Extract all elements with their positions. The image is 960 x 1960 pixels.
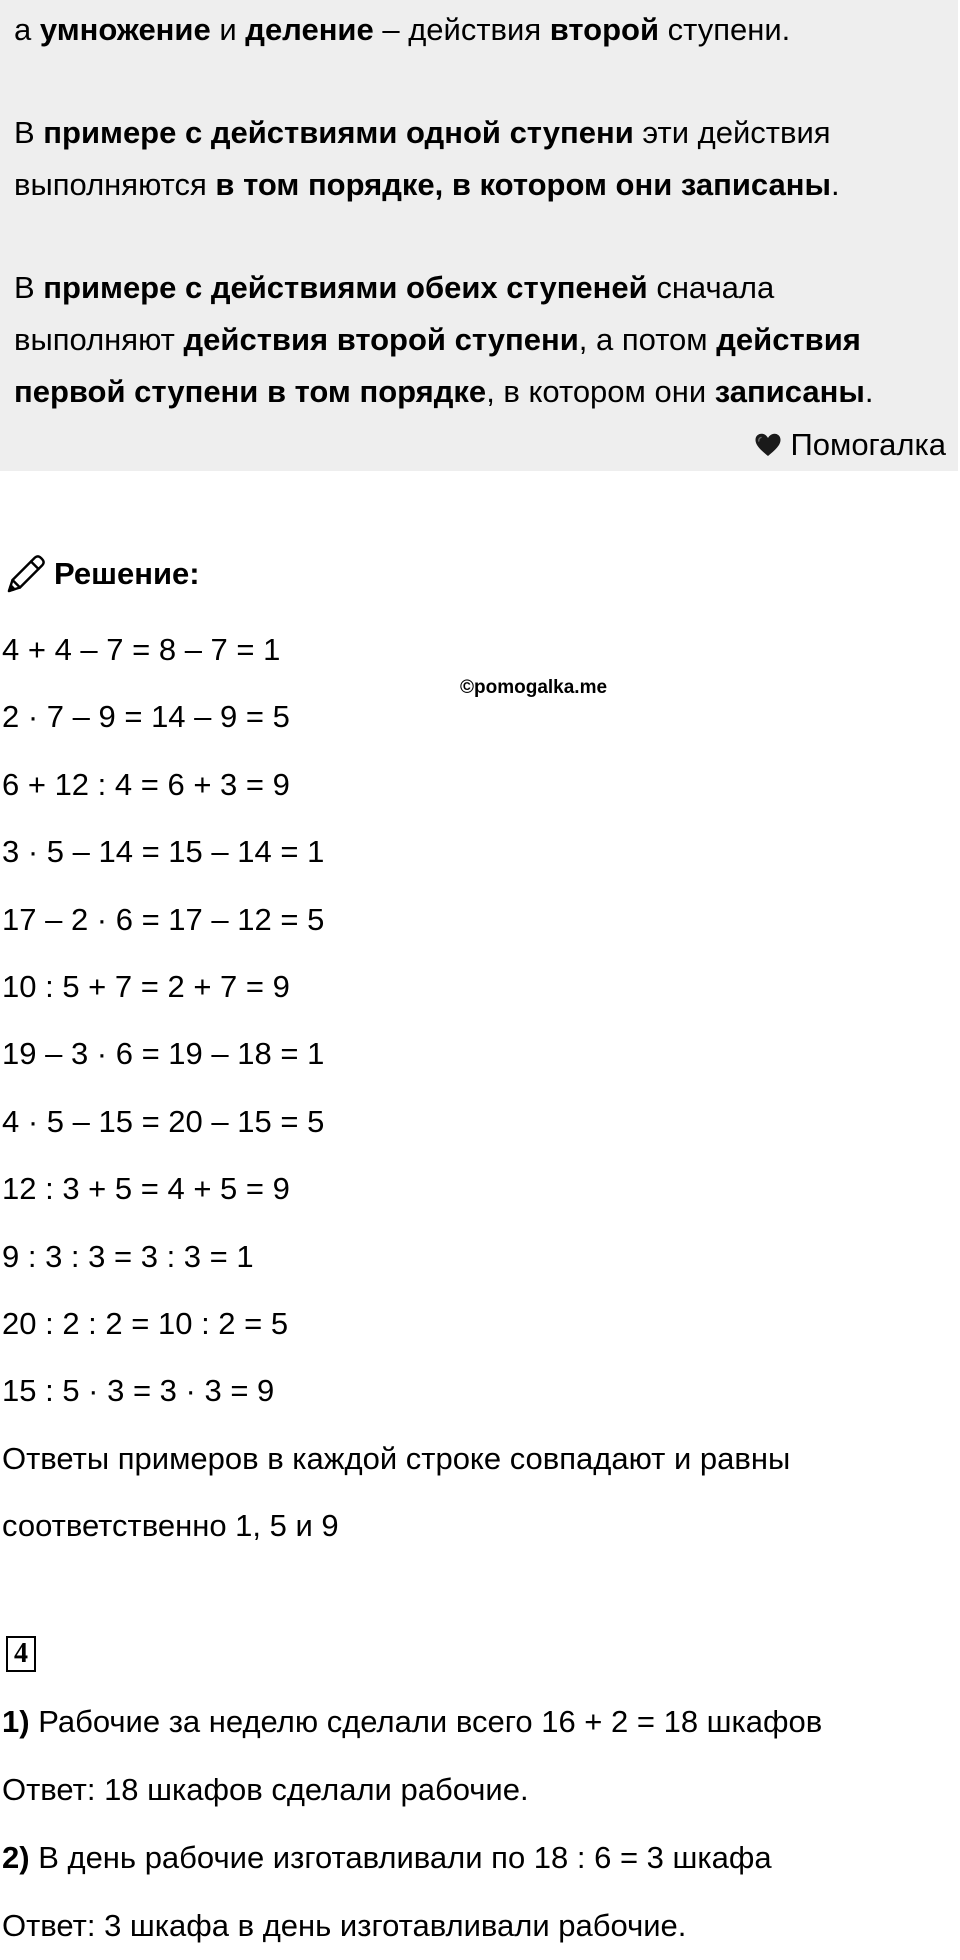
rule-bold-text: действия — [716, 322, 861, 357]
equation-line: 20 : 2 : 2 = 10 : 2 = 5 — [2, 1306, 289, 1342]
equation-line: 3 · 5 – 14 = 15 – 14 = 1 — [2, 834, 325, 870]
task-step-2 — [2, 1824, 822, 1892]
rule-text: . — [830, 167, 840, 202]
step-answer: Ответ: 3 шкафа в день изготавливали рабочие. — [2, 1908, 687, 1943]
rule-text: ступени. — [659, 12, 791, 47]
brand-label: Помогалка — [790, 427, 946, 462]
rule-bold-text: примере с действиями обеих ступеней — [43, 270, 648, 305]
rule-text: и — [210, 12, 246, 47]
rule-text: В — [14, 270, 44, 305]
pencil-icon — [4, 552, 48, 596]
rule-paragraph-2 — [14, 107, 944, 211]
solution-lines — [2, 616, 790, 1560]
rule-bold-text: действия второй ступени — [183, 322, 579, 357]
rule-text: – действия — [373, 12, 550, 47]
rule-text: выполняются — [14, 167, 216, 202]
equation-line: 2 · 7 – 9 = 14 – 9 = 5 — [2, 699, 290, 735]
rule-bold-text: в том порядке, в котором они записаны — [215, 167, 831, 202]
task-step-1 — [2, 1688, 822, 1756]
rule-bold-text: записаны — [714, 374, 865, 409]
step-text: В день рабочие изготавливали по 18 : 6 = 3 шкафа — [29, 1840, 772, 1875]
rule-text: сначала — [647, 270, 775, 305]
rule-bold-text: второй — [549, 12, 660, 47]
rule-text: а — [14, 12, 40, 47]
rule-bold-text: умножение — [39, 12, 211, 47]
solution-title: Решение: — [54, 556, 200, 591]
rule-text: В — [14, 115, 44, 150]
heart-icon — [754, 432, 782, 458]
rule-bold-text: первой ступени в том порядке — [14, 374, 487, 409]
conclusion-line: соответственно 1, 5 и 9 — [2, 1508, 339, 1544]
conclusion-line: Ответы примеров в каждой строке совпадают и равны — [2, 1440, 791, 1476]
rule-box — [0, 0, 958, 471]
equation-line: 10 : 5 + 7 = 2 + 7 = 9 — [2, 969, 290, 1005]
step-text: Рабочие за неделю сделали всего 16 + 2 = 18 шкафов — [29, 1704, 823, 1739]
task-number-badge: 4 — [6, 1636, 36, 1672]
brand-signature — [754, 419, 946, 471]
watermark: ©pomogalka.me — [460, 677, 608, 698]
rule-text: . — [864, 374, 874, 409]
equation-line: 17 – 2 · 6 = 17 – 12 = 5 — [2, 901, 325, 937]
task-steps — [2, 1688, 822, 1960]
equation-line: 6 + 12 : 4 = 6 + 3 = 9 — [2, 766, 290, 802]
rule-text: , а потом — [578, 322, 717, 357]
step-number: 2) — [2, 1840, 30, 1875]
equation-line: 15 : 5 · 3 = 3 · 3 = 9 — [2, 1373, 275, 1409]
rule-paragraph-3 — [14, 262, 944, 418]
rule-text: , в котором они — [486, 374, 715, 409]
solution-heading — [4, 551, 200, 597]
rule-bold-text: деление — [245, 12, 374, 47]
equation-line: 12 : 3 + 5 = 4 + 5 = 9 — [2, 1171, 290, 1207]
rule-paragraph-1 — [14, 4, 944, 56]
rule-bold-text: примере с действиями одной ступени — [43, 115, 634, 150]
rule-text: эти действия — [633, 115, 831, 150]
rule-text: выполняют — [14, 322, 184, 357]
equation-line: 4 · 5 – 15 = 20 – 15 = 5 — [2, 1103, 325, 1139]
equation-line: 9 : 3 : 3 = 3 : 3 = 1 — [2, 1238, 254, 1274]
equation-line: 4 + 4 – 7 = 8 – 7 = 1 — [2, 632, 281, 667]
step-number: 1) — [2, 1704, 30, 1739]
step-answer: Ответ: 18 шкафов сделали рабочие. — [2, 1772, 529, 1807]
equation-line: 19 – 3 · 6 = 19 – 18 = 1 — [2, 1036, 325, 1072]
